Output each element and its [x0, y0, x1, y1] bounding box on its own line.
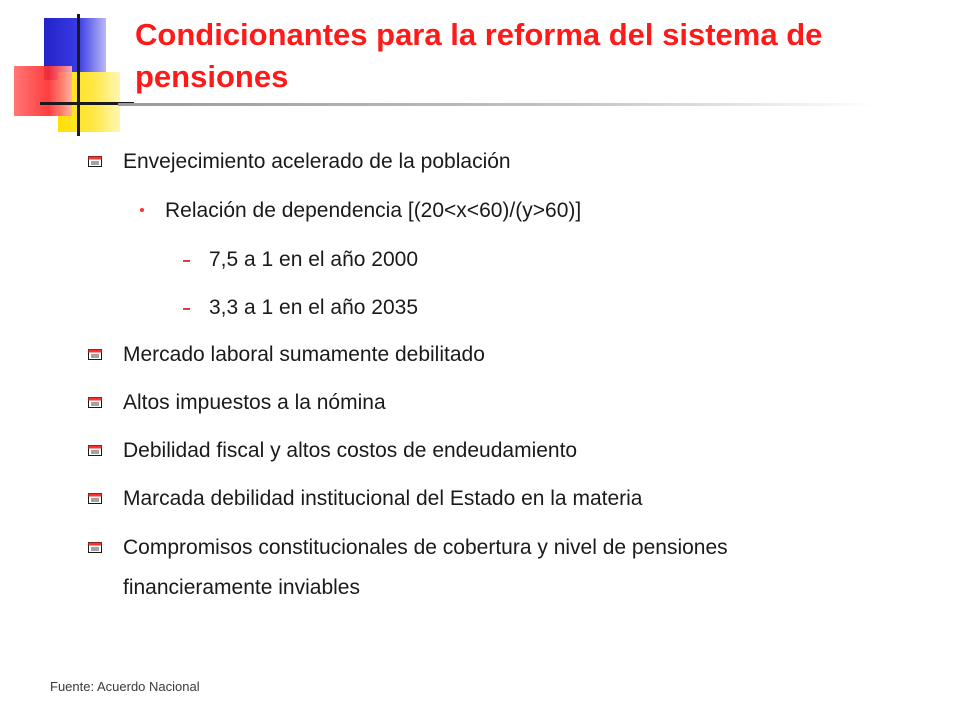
book-bullet-icon [88, 349, 102, 360]
book-bullet-icon [88, 397, 102, 408]
bullet-item [123, 486, 642, 511]
bullet-text: 7,5 a 1 en el año 2000 [209, 248, 419, 271]
bullet-item [123, 342, 485, 367]
bullet-item [123, 528, 803, 608]
bullet-text: Mercado laboral sumamente debilitado [123, 343, 485, 366]
dot-bullet-icon [140, 208, 144, 212]
bullet-item [165, 198, 581, 223]
bullet-text: Altos impuestos a la nómina [123, 391, 386, 414]
dash-bullet-icon [183, 260, 190, 262]
book-bullet-icon [88, 156, 102, 167]
dash-bullet-icon [183, 308, 190, 310]
book-bullet-icon [88, 493, 102, 504]
bullet-text: Relación de dependencia [(20<x<60)/(y>60)] [165, 199, 582, 222]
source-footnote: Fuente: Acuerdo Nacional [50, 679, 200, 694]
bullet-text: Envejecimiento acelerado de la población [123, 150, 511, 173]
bullet-text: Compromisos constitucionales de cobertura y nivel de pensiones financieramente inviables [123, 536, 728, 599]
slide-title: Condicionantes para la reforma del sistema de pensiones [135, 17, 823, 94]
bullet-item [123, 149, 511, 174]
bullet-text: Debilidad fiscal y altos costos de endeudamiento [123, 439, 578, 462]
bullet-item [209, 295, 418, 320]
bullet-item [123, 438, 577, 463]
book-bullet-icon [88, 542, 102, 553]
bullet-text: 3,3 a 1 en el año 2035 [209, 296, 419, 319]
bullet-item [209, 247, 418, 272]
bullet-item [123, 390, 386, 415]
book-bullet-icon [88, 445, 102, 456]
bullet-text: Marcada debilidad institucional del Estado en la materia [123, 487, 643, 510]
